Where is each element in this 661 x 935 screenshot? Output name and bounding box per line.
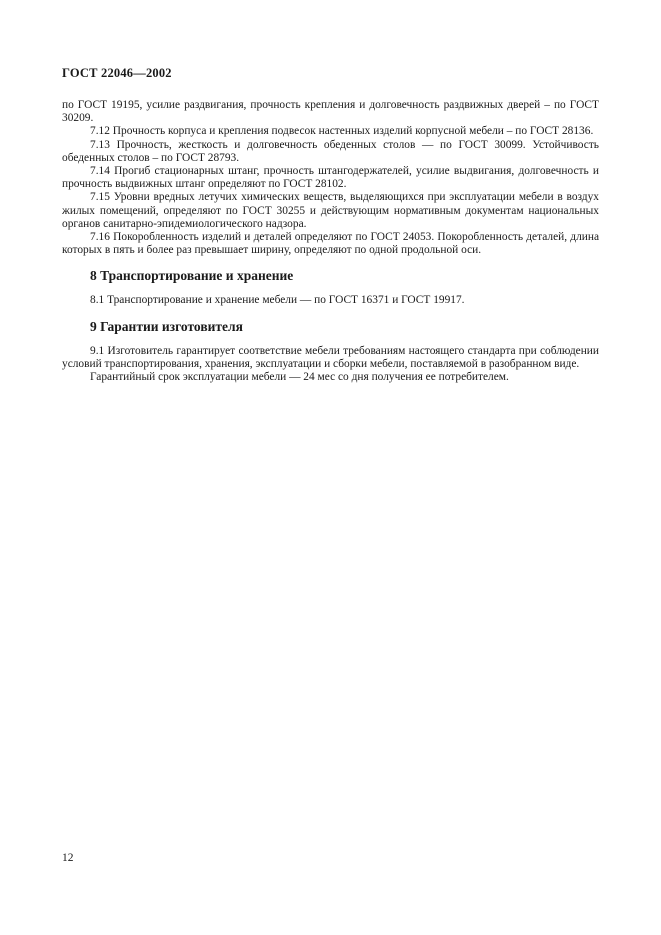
paragraph-7-15: 7.15 Уровни вредных летучих химических веществ, выделяющихся при эксплуатации мебели в воздух жилых помещений, определяют по ГОСТ 30255 и действующим нормативным документам национальных органов санитарно-эпидемиологического надзора. xyxy=(62,191,599,230)
section-7-continuation xyxy=(62,99,599,257)
document-page xyxy=(62,66,599,384)
section-9-title: 9 Гарантии изготовителя xyxy=(90,318,243,334)
section-9-body xyxy=(62,345,599,385)
paragraph-7-11-continuation: по ГОСТ 19195, усилие раздвигания, прочность крепления и долговечность раздвижных дверей – по ГОСТ 30209. xyxy=(62,99,599,125)
paragraph-7-13: 7.13 Прочность, жесткость и долговечность обеденных столов — по ГОСТ 30099. Устойчивость обеденных столов – по ГОСТ 28793. xyxy=(62,138,599,164)
page-number: 12 xyxy=(62,852,74,864)
paragraph-7-16: 7.16 Покоробленность изделий и деталей определяют по ГОСТ 24053. Покоробленность деталей, длина которых в пять и более раз превышает ширину, определяют по одной продольной оси. xyxy=(62,231,599,257)
paragraph-7-14: 7.14 Прогиб стационарных штанг, прочность штангодержателей, усилие выдвигания, долговечность и прочность выдвижных штанг определяют по ГОСТ 28102. xyxy=(62,165,599,191)
paragraph-9-warranty-term: Гарантийный срок эксплуатации мебели — 24 мес со дня получения ее потребителем. xyxy=(90,371,509,384)
paragraph-7-12: 7.12 Прочность корпуса и крепления подвесок настенных изделий корпусной мебели – по ГОСТ 28136. xyxy=(90,125,594,138)
paragraph-9-1: 9.1 Изготовитель гарантирует соответствие мебели требованиям настоящего стандарта при соблюдении условий транспортирования, хранения, эксплуатации и сборки мебели, поставляемой в разобранном виде. xyxy=(62,344,599,370)
section-8-title: 8 Транспортирование и хранение xyxy=(90,268,294,284)
section-8-body xyxy=(62,294,599,307)
standard-code-header: ГОСТ 22046—2002 xyxy=(62,66,172,80)
paragraph-8-1: 8.1 Транспортирование и хранение мебели — по ГОСТ 16371 и ГОСТ 19917. xyxy=(90,294,465,307)
